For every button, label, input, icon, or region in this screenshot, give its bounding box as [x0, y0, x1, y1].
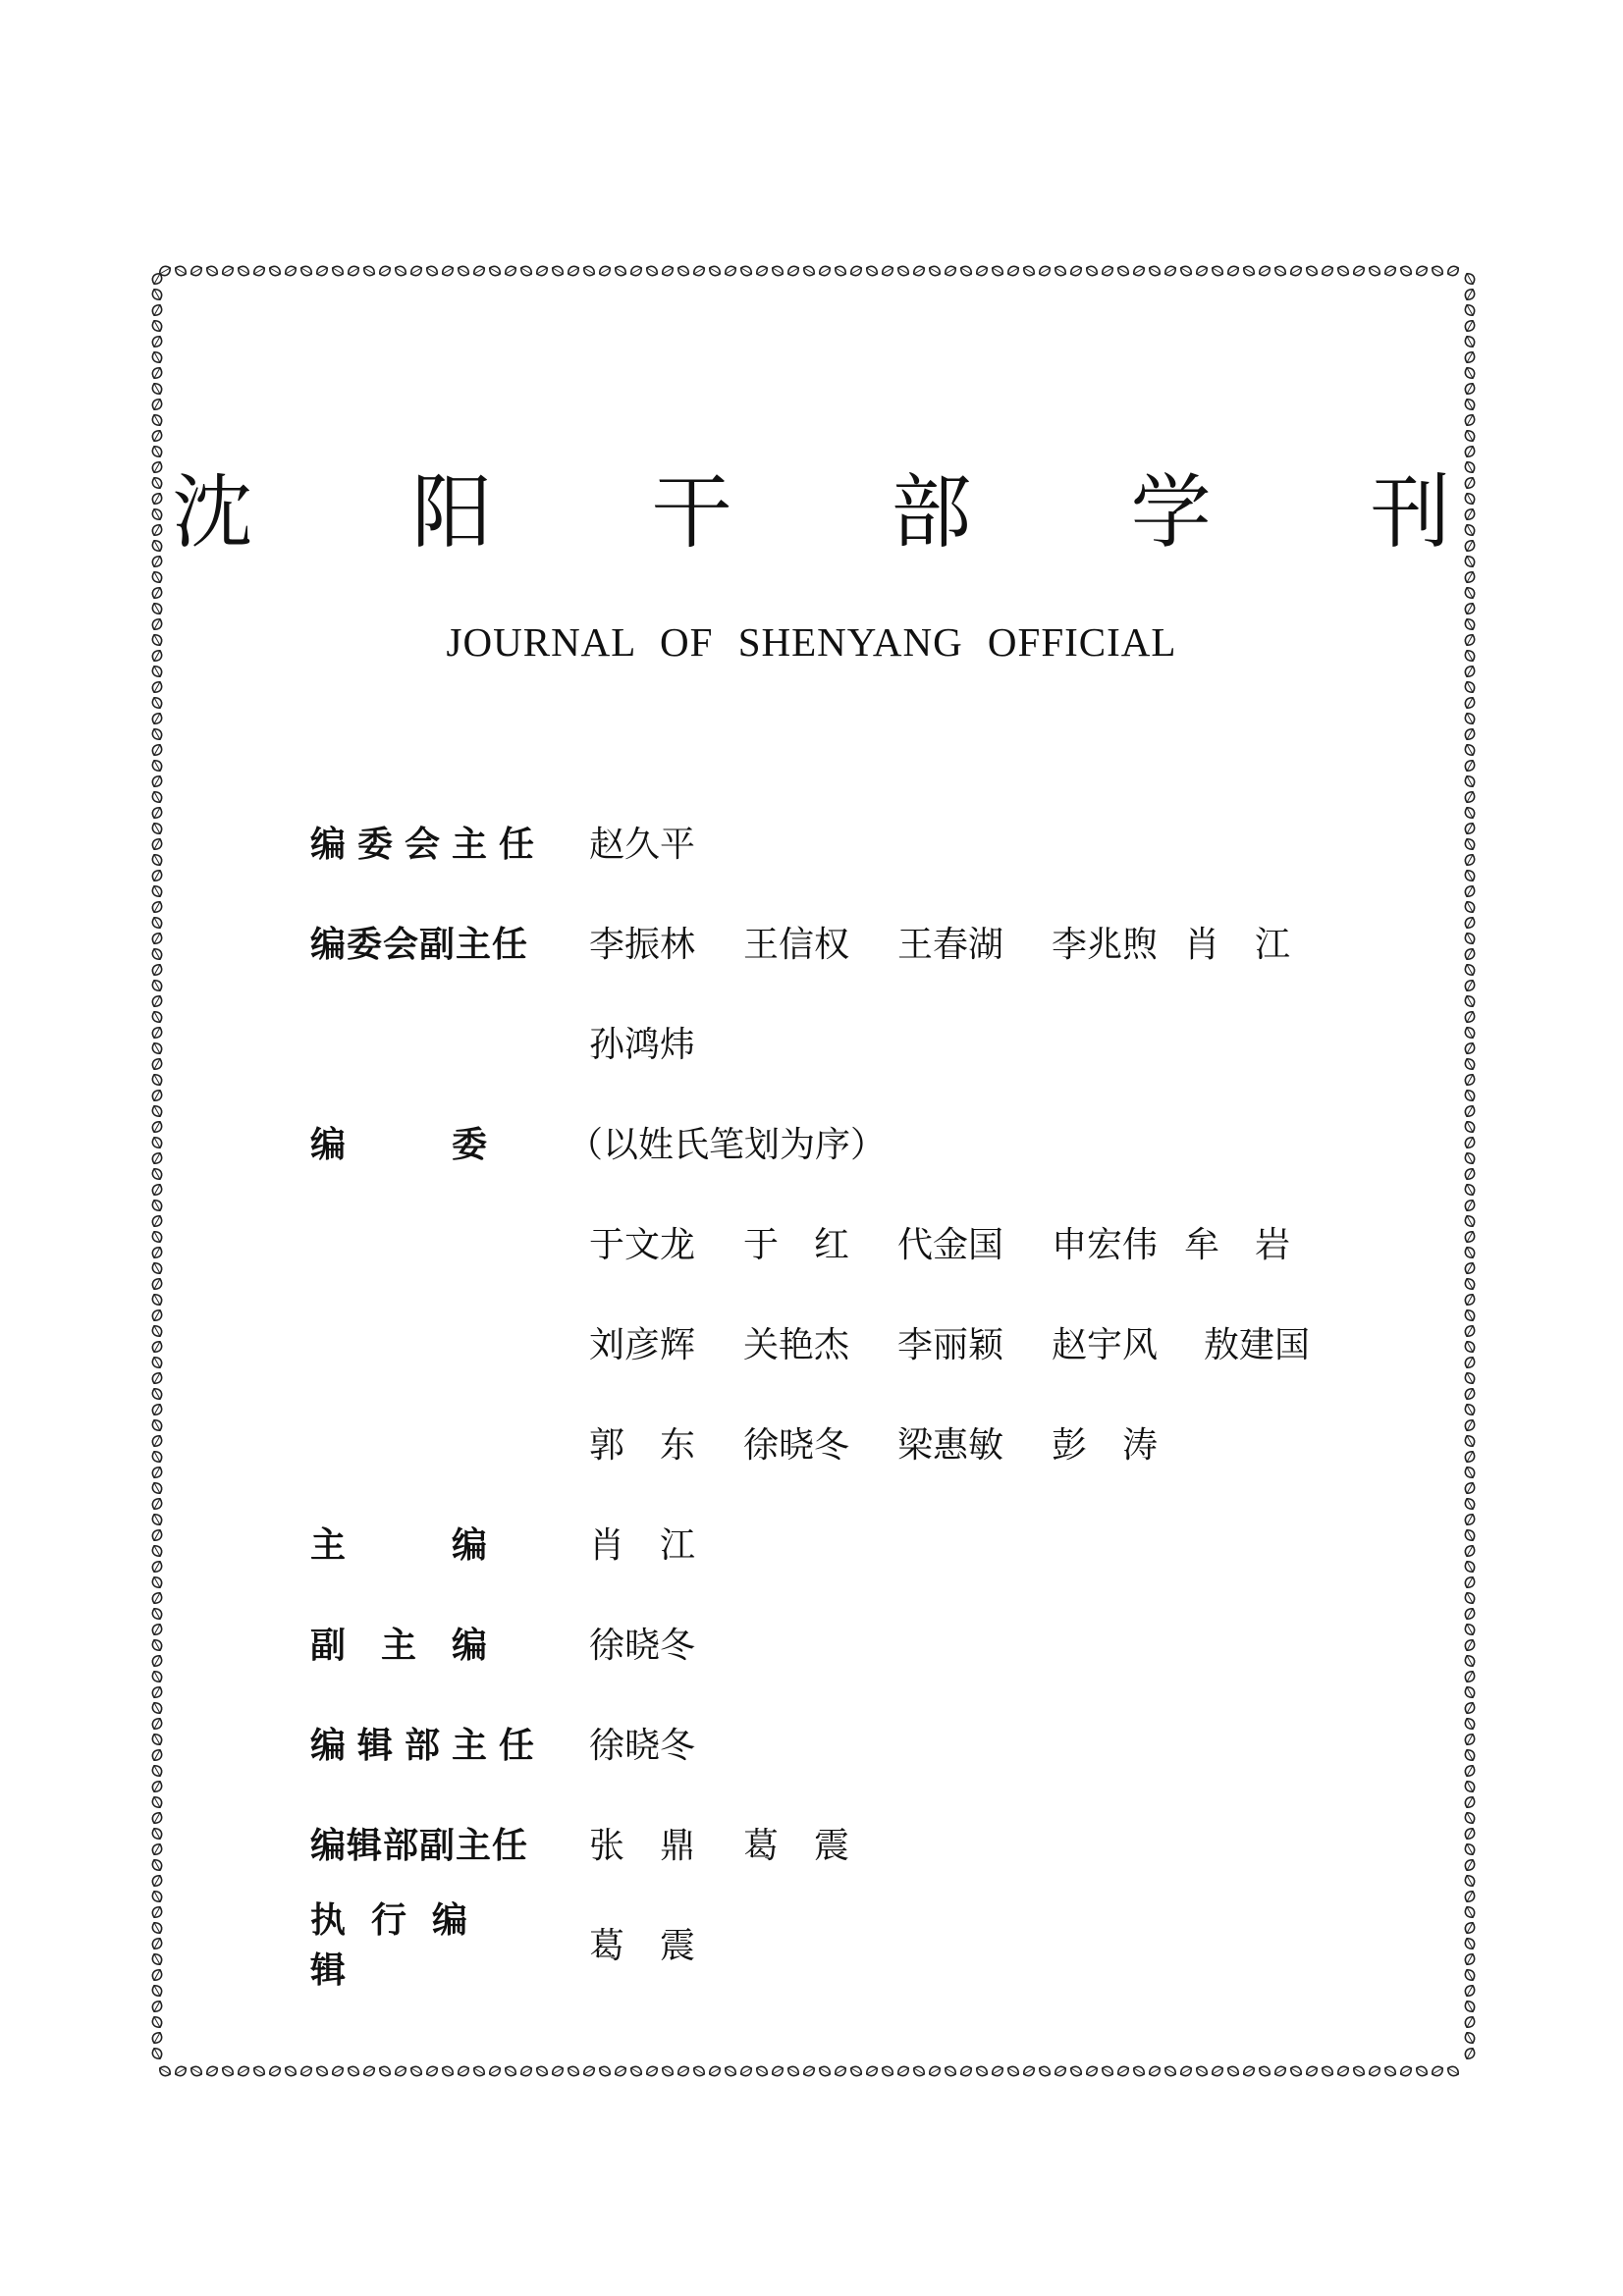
person-name: 赵宇风 [1052, 1324, 1159, 1365]
masthead-row-office-deputy [310, 1792, 1341, 1893]
person-name: 敖建国 [1204, 1324, 1311, 1365]
journal-title: 沈 阳 干 部 学 刊 [172, 466, 1518, 560]
person-name: 肖 江 [1184, 924, 1291, 965]
person-name: 李振林 [589, 924, 696, 965]
person-name: 徐晓冬 [743, 1424, 850, 1466]
person-name: 张 鼎 [589, 1825, 696, 1866]
masthead-row-committee-2 [310, 1292, 1341, 1392]
person-name: 郭 东 [589, 1424, 696, 1466]
label-executive-editor: 执行编辑 [310, 1900, 494, 1991]
person-name: 于 红 [743, 1224, 850, 1265]
person-name: 葛 震 [589, 1925, 696, 1966]
masthead-row-office-director [310, 1692, 1341, 1792]
person-name: 徐晓冬 [589, 1725, 696, 1766]
masthead-row-vice-chair-cont [310, 991, 1341, 1092]
label-vice-chair: 编委会副主任 [310, 924, 529, 965]
label-deputy-editor: 副 主 编 [310, 1625, 488, 1666]
person-name: 王春湖 [897, 924, 1004, 965]
names-vice-chair-cont [589, 1017, 695, 1067]
masthead-row-committee [310, 1092, 1341, 1192]
person-name: 关艳杰 [743, 1324, 850, 1365]
masthead-row-committee-1 [310, 1192, 1341, 1292]
masthead-row-chair [310, 791, 1341, 891]
committee-note: （以姓氏笔划为序） [568, 1124, 887, 1165]
masthead-row-committee-3 [310, 1392, 1341, 1492]
label-chair: 编委会主任 [310, 824, 547, 865]
person-name: 刘彦辉 [589, 1324, 696, 1365]
masthead-row-vice-chair [310, 891, 1341, 991]
masthead-row-executive-editor [310, 1893, 1341, 1993]
person-name: 梁惠敏 [897, 1424, 1004, 1466]
names-vice-chair [589, 917, 1290, 967]
names-chair [589, 817, 695, 867]
label-editor-in-chief: 主 编 [310, 1524, 488, 1566]
person-name: 徐晓冬 [589, 1625, 696, 1666]
label-office-director: 编辑部主任 [310, 1725, 547, 1766]
label-committee: 编 委 [310, 1124, 488, 1165]
journal-subtitle: JOURNAL OF SHENYANG OFFICIAL [446, 619, 1177, 665]
person-name: 孙鸿炜 [589, 1024, 696, 1065]
masthead [310, 791, 1341, 1993]
person-name: 王信权 [743, 924, 850, 965]
person-name: 葛 震 [743, 1825, 850, 1866]
masthead-row-editor-in-chief [310, 1492, 1341, 1592]
person-name: 彭 涛 [1052, 1424, 1159, 1466]
person-name: 牟 岩 [1184, 1224, 1291, 1265]
label-office-deputy: 编辑部副主任 [310, 1825, 529, 1866]
person-name: 申宏伟 [1052, 1224, 1159, 1265]
person-name: 于文龙 [589, 1224, 696, 1265]
person-name: 李丽颖 [897, 1324, 1004, 1365]
person-name: 李兆煦 [1052, 924, 1159, 965]
person-name: 肖 江 [589, 1524, 696, 1566]
person-name: 代金国 [897, 1224, 1004, 1265]
masthead-row-deputy-editor [310, 1592, 1341, 1692]
person-name: 赵久平 [589, 824, 696, 865]
